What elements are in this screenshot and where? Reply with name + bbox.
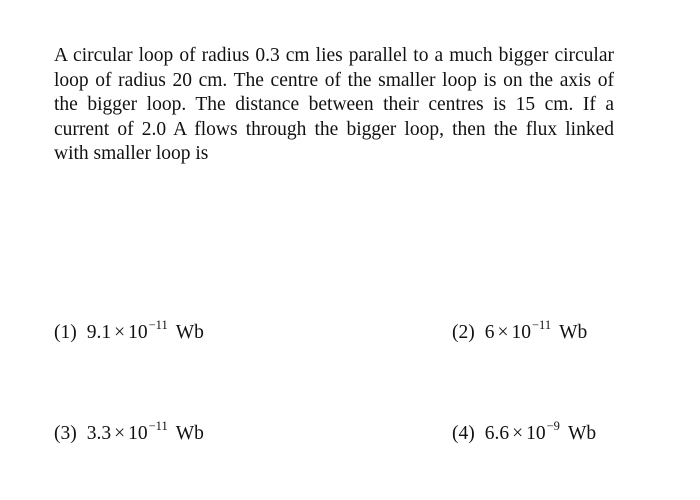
option-mantissa: 6.6: [484, 423, 510, 444]
option-mantissa: 6: [484, 322, 495, 343]
option-number: (1): [54, 322, 77, 343]
option-mantissa: 9.1: [86, 322, 112, 343]
option-4[interactable]: [452, 414, 596, 446]
times-symbol: ×: [114, 423, 126, 444]
times-symbol: ×: [114, 322, 126, 343]
option-unit: Wb: [567, 423, 597, 444]
option-base: 10: [526, 423, 546, 444]
option-mantissa: 3.3: [86, 423, 112, 444]
option-exponent: −11: [532, 318, 552, 332]
question-text: A circular loop of radius 0.3 cm lies parallel to a much bigger circular loop of radius 20 cm. The centre of the smaller loop is on the axis of the bigger loop. The distance between their centres is 15 cm. If a current of 2.0 A flows through the bigger loop, then the flux linked with smaller loop is: [54, 45, 614, 164]
option-number: (3): [54, 423, 77, 444]
option-base: 10: [128, 423, 148, 444]
option-exponent: −11: [148, 318, 168, 332]
option-base: 10: [128, 322, 148, 343]
times-symbol: ×: [497, 322, 509, 343]
option-unit: Wb: [559, 322, 588, 343]
option-number: (2): [452, 322, 475, 343]
option-3[interactable]: [54, 414, 204, 446]
option-unit: Wb: [175, 423, 204, 444]
option-exponent: −9: [546, 419, 560, 433]
option-base: 10: [511, 322, 531, 343]
option-2[interactable]: [452, 313, 587, 345]
option-exponent: −11: [148, 419, 168, 433]
option-1[interactable]: [54, 313, 204, 345]
option-unit: Wb: [175, 322, 204, 343]
times-symbol: ×: [512, 423, 524, 444]
option-number: (4): [452, 423, 475, 444]
